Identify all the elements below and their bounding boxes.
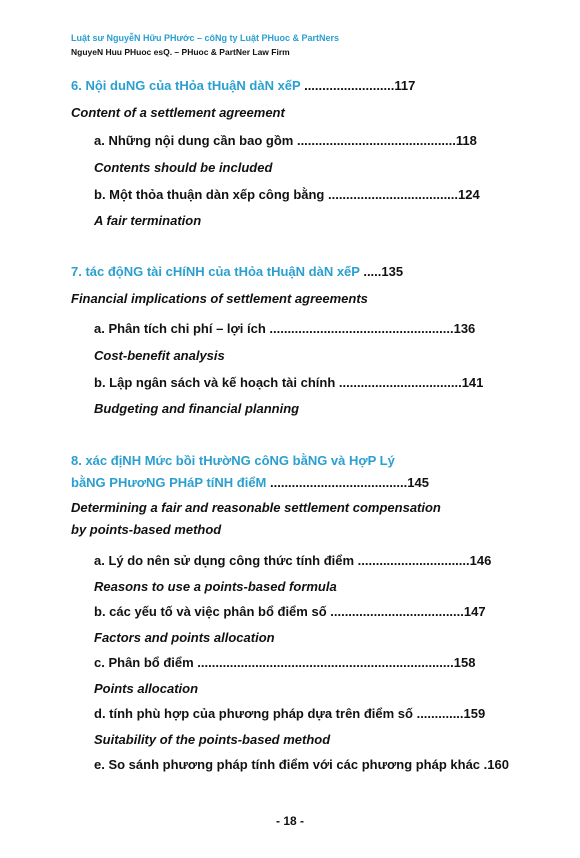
- toc-item-6b-en: A fair termination: [94, 213, 202, 228]
- toc-item-8d[interactable]: d. tính phù hợp của phương pháp dựa trên điểm số .............159: [94, 706, 486, 721]
- toc-item-8b[interactable]: b. các yếu tố và việc phân bổ điểm số .....................................147: [94, 604, 486, 619]
- toc-section-8-en-line2: by points-based method: [71, 522, 222, 537]
- toc-leader: ......................................: [266, 475, 408, 490]
- toc-item-8c[interactable]: c. Phân bổ điểm .......................................................................158: [94, 655, 476, 670]
- toc-section-6-en: Content of a settlement agreement: [71, 105, 285, 120]
- toc-item-8a-en: Reasons to use a points-based formula: [94, 579, 337, 594]
- toc-item-8b-en: Factors and points allocation: [94, 630, 275, 645]
- toc-page-number: 135: [381, 264, 404, 279]
- toc-section-title: 6. Nội duNG của tHỏa tHuậN dàN xếP: [71, 78, 301, 93]
- toc-page-number: 117: [394, 78, 416, 93]
- toc-section-7[interactable]: [71, 264, 403, 279]
- toc-item-7a-en: Cost-benefit analysis: [94, 348, 225, 363]
- toc-leader: .....: [359, 264, 382, 279]
- toc-section-8-en-line1: Determining a fair and reasonable settlement compensation: [71, 500, 441, 515]
- toc-item-8e[interactable]: e. So sánh phương pháp tính điểm với các phương pháp khác .160: [94, 757, 509, 772]
- page-number: - 18 -: [275, 814, 304, 828]
- toc-item-8c-en: Points allocation: [94, 681, 199, 696]
- toc-section-title: bằNG PHươNG PHáP tíNH điểM: [71, 475, 267, 490]
- toc-item-6b[interactable]: b. Một thỏa thuận dàn xếp công bằng ....................................124: [94, 187, 480, 202]
- toc-section-6[interactable]: [71, 78, 415, 93]
- toc-item-7a[interactable]: a. Phân tích chi phí – lợi ích ...................................................136: [94, 321, 476, 336]
- toc-section-title: 7. tác độNG tài cHíNH của tHỏa tHuậN dàN xếP: [71, 264, 360, 279]
- toc-page-number: 145: [407, 475, 429, 490]
- toc-item-7b[interactable]: b. Lập ngân sách và kế hoạch tài chính ..................................141: [94, 375, 484, 390]
- toc-section-7-en: Financial implications of settlement agreements: [71, 291, 368, 306]
- toc-item-8a[interactable]: a. Lý do nên sử dụng công thức tính điểm ...............................146: [94, 553, 492, 568]
- toc-section-8-line1[interactable]: 8. xác địNH Mức bồi tHườNG côNG bằNG và HợP Lý: [71, 453, 395, 468]
- running-header-en: NguyeN Huu PHuoc esQ. – PHuoc & PartNer Law Firm: [71, 47, 290, 57]
- toc-item-6a[interactable]: a. Những nội dung cần bao gồm ............................................118: [94, 133, 477, 148]
- toc-section-8-line2[interactable]: [71, 475, 429, 490]
- toc-item-8d-en: Suitability of the points-based method: [94, 732, 331, 747]
- toc-leader: .........................: [300, 78, 395, 93]
- toc-item-6a-en: Contents should be included: [94, 160, 273, 175]
- running-header-vn: Luật sư NguyễN Hữu PHước – côNg ty Luật PHuoc & PartNers: [71, 33, 339, 43]
- toc-item-7b-en: Budgeting and financial planning: [94, 401, 300, 416]
